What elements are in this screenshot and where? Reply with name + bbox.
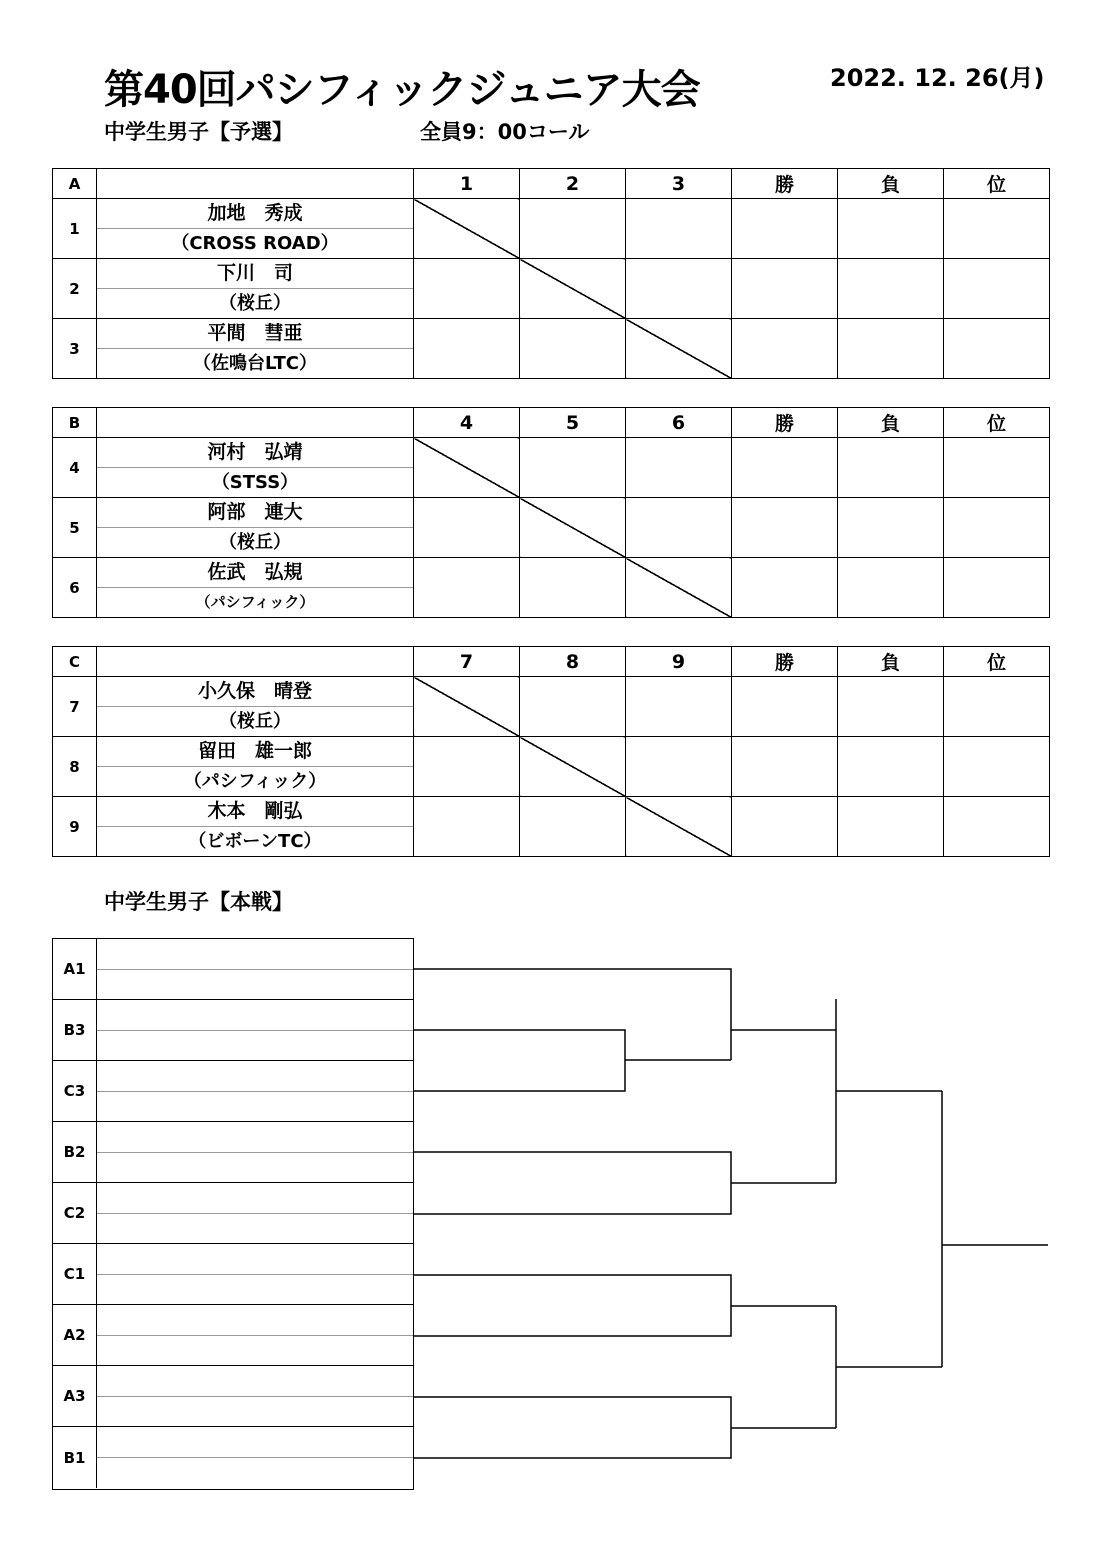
slot-label: C1 <box>53 1244 97 1304</box>
slot-label: A1 <box>53 939 97 999</box>
rank-header: 位 <box>944 408 1050 438</box>
col-header: 3 <box>626 169 732 199</box>
player-club: （桜丘） <box>219 293 291 314</box>
win-header: 勝 <box>732 169 838 199</box>
player-name: 下川 司 <box>97 259 413 289</box>
slot-label: B3 <box>53 1000 97 1060</box>
player-number: 9 <box>53 797 97 857</box>
player-club: （桜丘） <box>219 532 291 553</box>
player-name: 留田 雄一郎 <box>97 737 413 767</box>
player-number: 2 <box>53 259 97 319</box>
player-name: 佐武 弘規 <box>97 558 413 588</box>
group-label: C <box>53 647 97 677</box>
col-header: 2 <box>520 169 626 199</box>
player-club: （パシフィック） <box>183 771 327 792</box>
slot-label: A2 <box>53 1305 97 1365</box>
rank-header: 位 <box>944 647 1050 677</box>
player-number: 8 <box>53 737 97 797</box>
col-header: 8 <box>520 647 626 677</box>
player-number: 7 <box>53 677 97 737</box>
player-number: 4 <box>53 438 97 498</box>
player-club: （パシフィック） <box>195 593 315 611</box>
bracket-line-a3-b1 <box>414 1397 836 1458</box>
player-number: 3 <box>53 319 97 379</box>
bracket-line-semi-bottom <box>836 1306 942 1428</box>
loss-header: 負 <box>838 647 944 677</box>
player-name: 木本 剛弘 <box>97 797 413 827</box>
bracket-line-a1 <box>414 969 731 1000</box>
bracket-line-final <box>942 1091 1048 1367</box>
slot-label: C3 <box>53 1061 97 1121</box>
player-name: 小久保 晴登 <box>97 677 413 707</box>
rank-header: 位 <box>944 169 1050 199</box>
col-header: 6 <box>626 408 732 438</box>
player-club: （桜丘） <box>219 711 291 732</box>
group-label: A <box>53 169 97 199</box>
slot-label: A3 <box>53 1366 97 1426</box>
bracket-line-b3-c3 <box>414 1030 731 1091</box>
bracket-line-semi-top <box>836 999 942 1183</box>
player-name: 河村 弘靖 <box>97 438 413 468</box>
loss-header: 負 <box>838 169 944 199</box>
col-header: 7 <box>414 647 520 677</box>
qualifying-heading: 中学生男子【予選】 <box>104 120 293 144</box>
player-club: （ビボーンTC） <box>188 831 322 852</box>
player-club: （佐鳴台LTC） <box>193 353 317 374</box>
player-club: （CROSS ROAD） <box>171 233 339 254</box>
tournament-title: 第40回パシフィックジュニア大会 <box>104 67 700 113</box>
loss-header: 負 <box>838 408 944 438</box>
main-draw-heading: 中学生男子【本戦】 <box>104 890 293 914</box>
bracket-line-b2-c2 <box>414 1152 836 1214</box>
col-header: 1 <box>414 169 520 199</box>
player-number: 1 <box>53 199 97 259</box>
col-header: 4 <box>414 408 520 438</box>
col-header: 9 <box>626 647 732 677</box>
group-label: B <box>53 408 97 438</box>
win-header: 勝 <box>732 647 838 677</box>
tournament-date: 2022. 12. 26(月) <box>830 64 1045 92</box>
slot-label: B2 <box>53 1122 97 1182</box>
bracket-line-c1-a2 <box>414 1275 836 1336</box>
win-header: 勝 <box>732 408 838 438</box>
player-name: 阿部 連大 <box>97 498 413 528</box>
player-club: （STSS） <box>211 472 299 493</box>
bracket-line-r2-top <box>731 1000 836 1060</box>
col-header: 5 <box>520 408 626 438</box>
slot-label: B1 <box>53 1427 97 1488</box>
player-number: 5 <box>53 498 97 558</box>
call-time: 全員9：00コール <box>420 120 590 144</box>
player-name: 平間 彗亜 <box>97 319 413 349</box>
player-number: 6 <box>53 558 97 618</box>
slot-label: C2 <box>53 1183 97 1243</box>
player-name: 加地 秀成 <box>97 199 413 229</box>
